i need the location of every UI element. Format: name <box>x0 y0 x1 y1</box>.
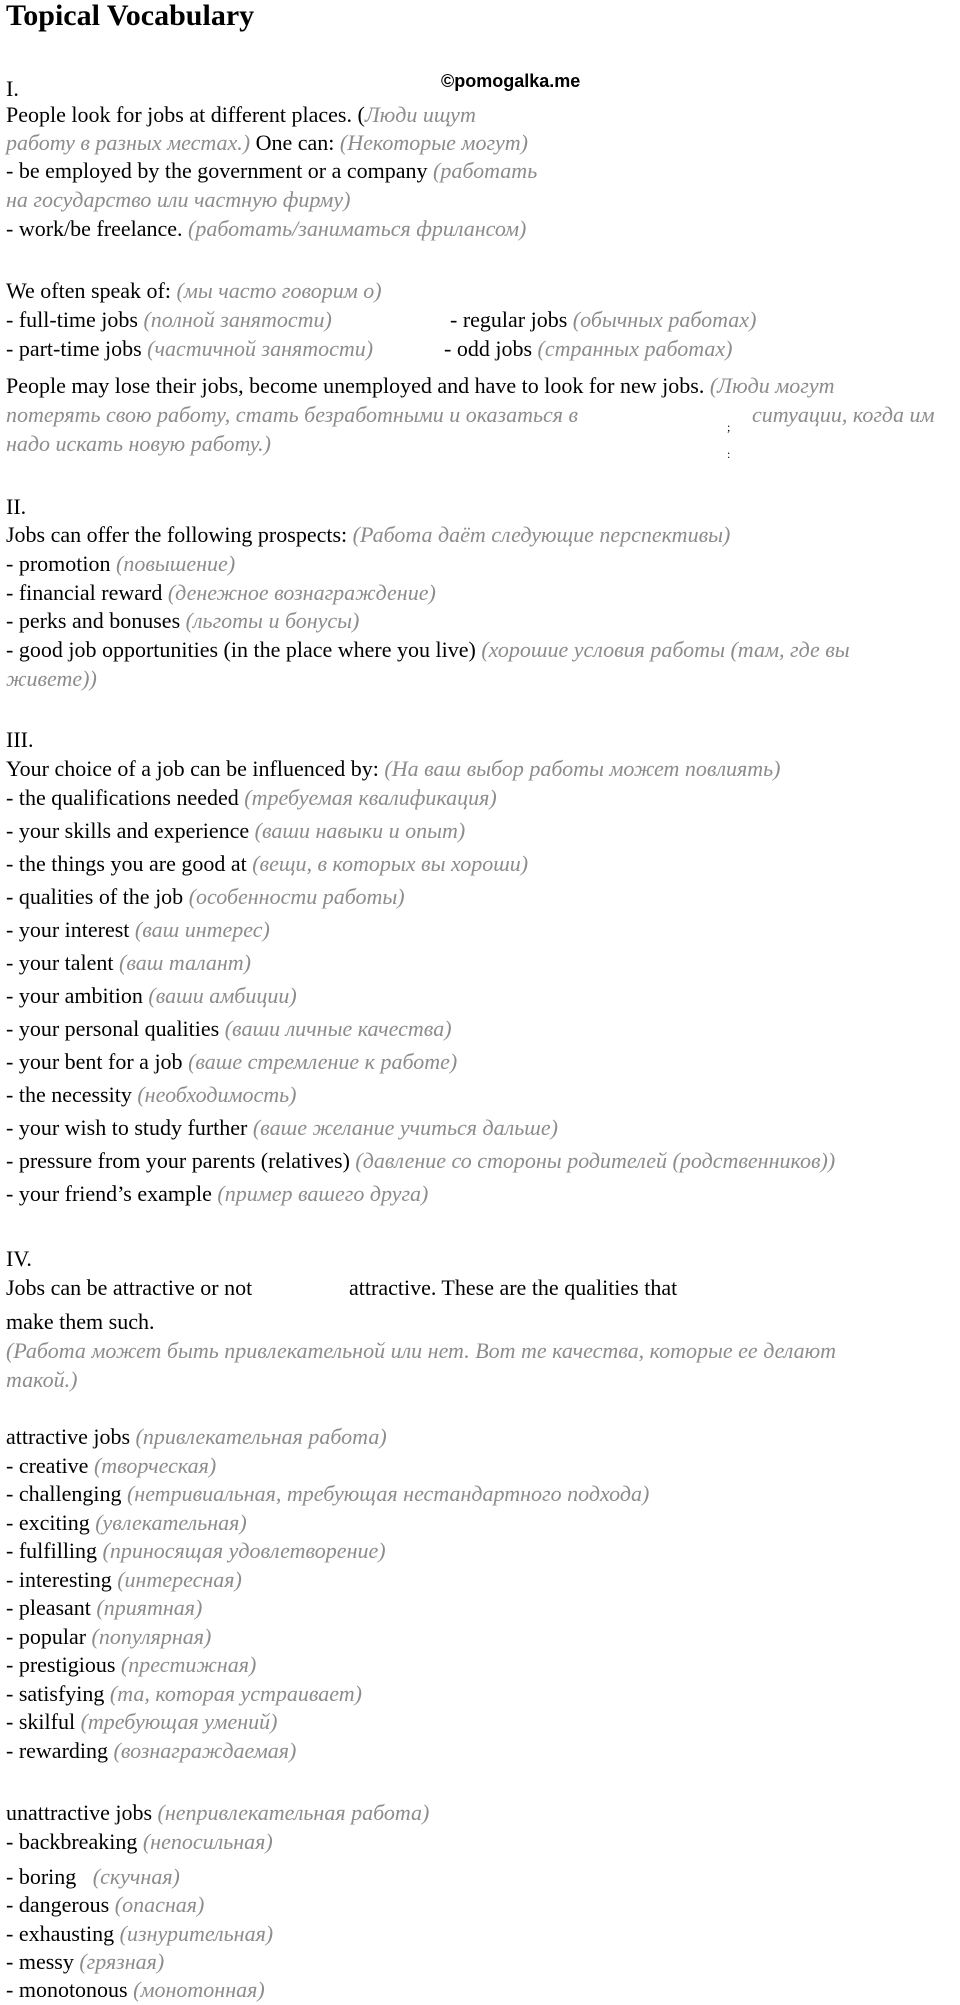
list-item: - your friend’s example (пример вашего друга) <box>6 1181 429 1206</box>
s4-line-1a: Jobs can be attractive or not <box>6 1275 253 1300</box>
s1-lose-line-2b: ситуации, когда им <box>752 402 935 427</box>
list-item: - messy (грязная) <box>6 1949 165 1974</box>
list-item: - rewarding (вознаграждаемая) <box>6 1738 297 1763</box>
s4-ru-line-2: такой.) <box>6 1367 78 1392</box>
s1-lose-line-2a: потерять свою работу, стать безработными и оказаться в <box>6 402 579 427</box>
list-item: - pleasant (приятная) <box>6 1595 203 1620</box>
s3-heading: Your choice of a job can be influenced by: (На ваш выбор работы может повлиять) <box>6 756 781 781</box>
list-item: - exciting (увлекательная) <box>6 1510 247 1535</box>
list-item: - your personal qualities (ваши личные качества) <box>6 1016 452 1041</box>
list-item: - prestigious (престижная) <box>6 1652 257 1677</box>
list-item: - promotion (повышение) <box>6 551 236 576</box>
s2-heading: Jobs can offer the following prospects: (Работа даёт следующие перспективы) <box>6 522 731 547</box>
section-4-number: IV. <box>6 1246 32 1271</box>
list-item: - the necessity (необходимость) <box>6 1082 297 1107</box>
s1-full-time: - full-time jobs (полной занятости) <box>6 307 332 332</box>
list-item: - backbreaking (непосильная) <box>6 1829 273 1854</box>
section-3-number: III. <box>6 727 34 752</box>
section-2-number: II. <box>6 494 27 519</box>
list-item: - your ambition (ваши амбиции) <box>6 983 297 1008</box>
list-item: - your interest (ваш интерес) <box>6 917 270 942</box>
section-1-number: I. <box>6 76 19 101</box>
list-item: - your talent (ваш талант) <box>6 950 252 975</box>
stray-mark: ; <box>727 420 731 434</box>
list-item: - your skills and experience (ваши навыки и опыт) <box>6 818 466 843</box>
s1-lose-line-1: People may lose their jobs, become unemployed and have to look for new jobs. (Люди могут <box>6 373 835 398</box>
list-item: - qualities of the job (особенности работы) <box>6 884 405 909</box>
list-item: - monotonous (монотонная) <box>6 1977 265 2002</box>
watermark: ©pomogalka.me <box>441 71 581 91</box>
attractive-jobs-heading: attractive jobs (привлекательная работа) <box>6 1424 387 1449</box>
list-item: - satisfying (та, которая устраивает) <box>6 1681 362 1706</box>
s1-odd: - odd jobs (странных работах) <box>444 336 733 361</box>
list-item: - pressure from your parents (relatives) (давление со стороны родителей (родственников)) <box>6 1148 836 1173</box>
list-item: - perks and bonuses (льготы и бонусы) <box>6 608 360 633</box>
list-item: - interesting (интересная) <box>6 1567 242 1592</box>
unattractive-jobs-heading: unattractive jobs (непривлекательная работа) <box>6 1800 430 1825</box>
s1-line-2: работу в разных местах.) One can: (Некоторые могут) <box>6 130 529 155</box>
list-item: - skilful (требующая умений) <box>6 1709 278 1734</box>
stray-mark: : <box>727 447 731 461</box>
s1-speak-of: We often speak of: (мы часто говорим о) <box>6 278 382 303</box>
list-item: - popular (популярная) <box>6 1624 212 1649</box>
list-item: - challenging (нетривиальная, требующая нестандартного подхода) <box>6 1481 650 1506</box>
s1-lose-line-3: надо искать новую работу.) <box>6 431 272 456</box>
list-item: - fulfilling (приносящая удовлетворение) <box>6 1538 386 1563</box>
s4-ru-line-1: (Работа может быть привлекательной или нет. Вот те качества, которые ее делают <box>6 1338 837 1363</box>
list-item: - dangerous (опасная) <box>6 1892 205 1917</box>
s4-line-1b: attractive. These are the qualities that <box>349 1275 678 1300</box>
list-item: - good job opportunities (in the place where you live) (хорошие условия работы (там, где вы <box>6 637 850 662</box>
list-item: - your bent for a job (ваше стремление к работе) <box>6 1049 458 1074</box>
s1-line-5: - work/be freelance. (работать/заниматься фрилансом) <box>6 216 527 241</box>
s1-part-time: - part-time jobs (частичной занятости) <box>6 336 374 361</box>
list-item: - the qualifications needed (требуемая квалификация) <box>6 785 497 810</box>
s1-line-1: People look for jobs at different places. (Люди ищут <box>6 102 476 127</box>
list-item: - creative (творческая) <box>6 1453 217 1478</box>
list-item: - boring (скучная) <box>6 1864 180 1889</box>
list-item: - your wish to study further (ваше желание учиться дальше) <box>6 1115 558 1140</box>
list-item: - financial reward (денежное вознаграждение) <box>6 580 436 605</box>
s2-tail: живете)) <box>6 666 97 691</box>
list-item: - the things you are good at (вещи, в которых вы хороши) <box>6 851 529 876</box>
s4-line-2: make them such. <box>6 1309 155 1334</box>
s1-line-3: - be employed by the government or a company (работать <box>6 158 538 183</box>
s1-line-4: на государство или частную фирму) <box>6 187 351 212</box>
s1-regular: - regular jobs (обычных работах) <box>450 307 757 332</box>
list-item: - exhausting (изнурительная) <box>6 1921 274 1946</box>
page-title: Topical Vocabulary <box>6 0 255 32</box>
